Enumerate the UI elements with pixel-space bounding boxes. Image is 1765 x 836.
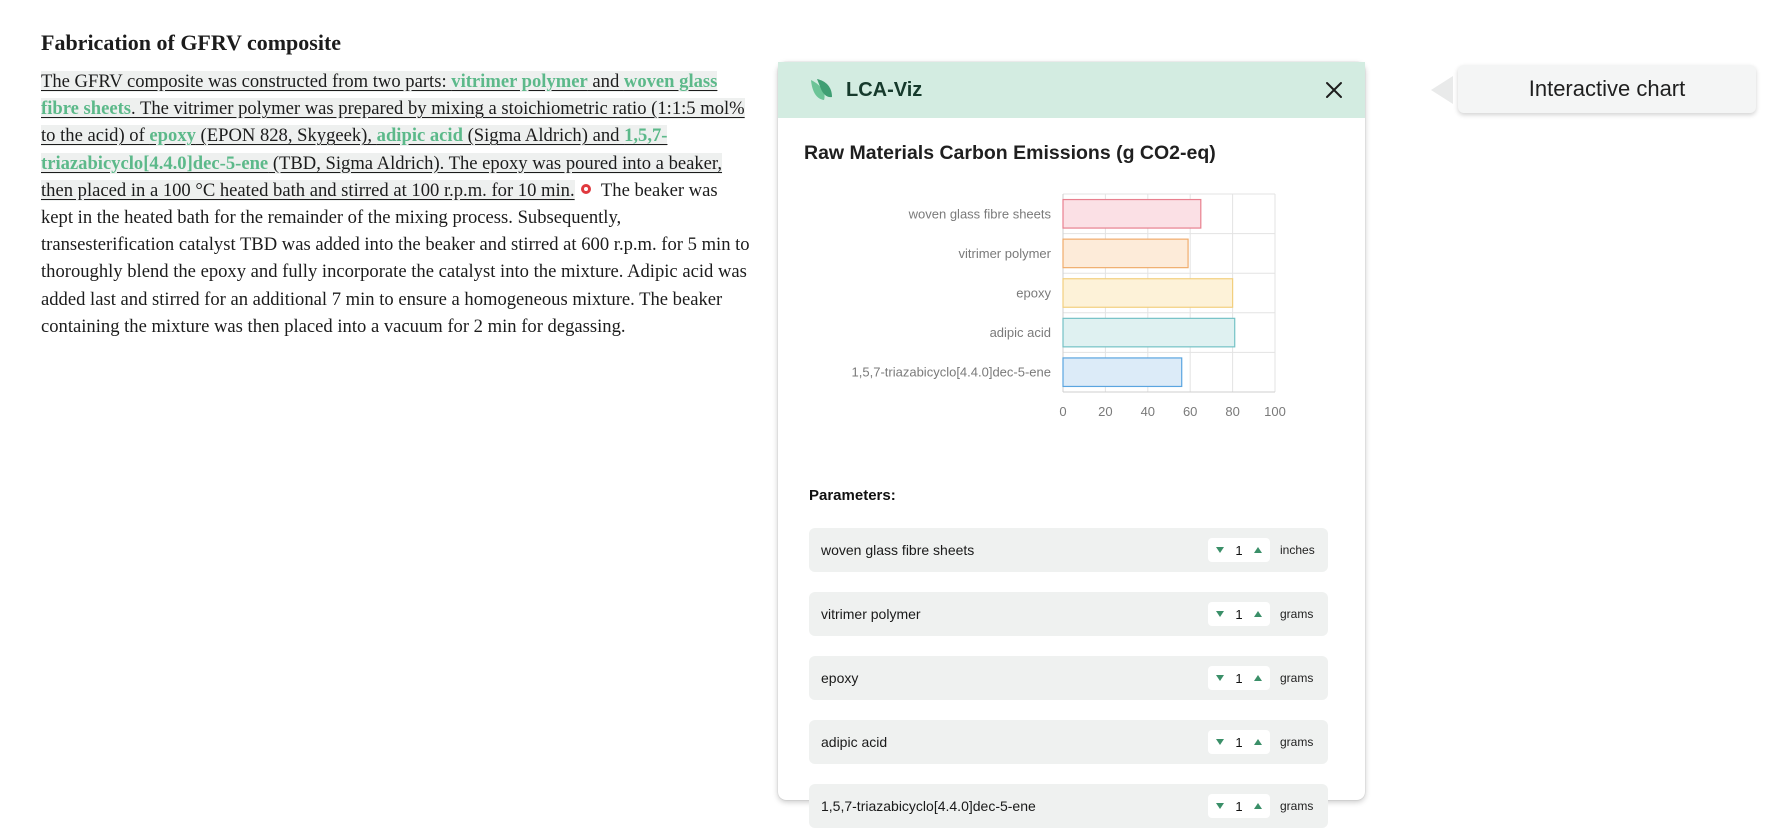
bar[interactable] [1063,200,1201,229]
x-tick-label: 60 [1182,404,1198,419]
triangle-up-icon [1253,738,1263,746]
document-title: Fabrication of GFRV composite [41,30,342,55]
leaf-icon [808,77,834,103]
material-link-adipic-acid[interactable]: adipic acid [376,125,463,147]
decrement-button[interactable] [1212,732,1228,752]
quantity-value[interactable]: 1 [1235,798,1243,814]
triangle-down-icon [1215,802,1225,810]
quantity-value[interactable]: 1 [1235,670,1243,686]
unit-label: grams [1280,671,1314,685]
bar[interactable] [1063,318,1235,347]
bar[interactable] [1063,358,1182,387]
triangle-down-icon [1215,738,1225,746]
material-link-tbd[interactable]: 1,5,7-triazabicyclo[4.4.0]dec-5-ene [41,125,668,174]
triangle-up-icon [1253,610,1263,618]
interactive-chart-callout: Interactive chart [1458,65,1756,113]
parameter-row [809,720,1328,764]
quantity-stepper[interactable] [1208,602,1270,626]
triangle-down-icon [1215,610,1225,618]
text-segment: (Sigma Aldrich) and [462,125,625,147]
category-label: adipic acid [989,325,1051,341]
increment-button[interactable] [1250,796,1266,816]
category-label: epoxy [1016,285,1051,301]
quantity-stepper[interactable] [1208,666,1270,690]
decrement-button[interactable] [1212,604,1228,624]
unit-label: grams [1280,735,1314,749]
x-tick-label: 20 [1098,404,1113,419]
increment-button[interactable] [1250,604,1266,624]
increment-button[interactable] [1250,668,1266,688]
unit-label: grams [1280,607,1314,621]
unit-label: inches [1280,543,1315,557]
error-indicator-icon[interactable] [581,184,591,194]
x-tick-label: 40 [1140,404,1156,419]
text-segment: (TBD, Sigma Aldrich). The epoxy was poured into a beaker, then placed in a 100 °C heated bath and stirred at 100 r.p.m. for 10 min. [41,152,723,201]
text-segment: The beaker was kept in the heated bath for the remainder of the mixing process. Subsequently, transesterification catalyst TBD was added into the beaker and stirred at 600 r.p.m. for 5 min to thoroughly blend the epoxy and fully incorporate the catalyst into the mixture. Adipic acid was added last and stirred for an additional 7 min to ensure a homogeneous mixture. The beaker containing the mixture was then placed into a vacuum for 2 min for degassing. [41,179,750,337]
text-segment: The GFRV composite was constructed from two parts: [41,71,452,92]
x-tick-label: 100 [1264,404,1286,419]
x-tick-label: 80 [1225,404,1240,419]
parameter-name: woven glass fibre sheets [821,542,975,558]
parameter-name: vitrimer polymer [821,606,921,622]
emissions-bar-chart[interactable] [778,182,1365,472]
chart-title: Raw Materials Carbon Emissions (g CO2-eq) [804,142,1216,164]
app-title: LCA-Viz [846,78,923,101]
category-label: 1,5,7-triazabicyclo[4.4.0]dec-5-ene [851,364,1051,380]
document-paragraph [41,68,753,340]
material-link-vitrimer-polymer[interactable]: vitrimer polymer [451,71,588,92]
triangle-up-icon [1253,802,1263,810]
text-segment: and [587,71,624,92]
document [41,30,753,340]
parameter-row [809,528,1328,572]
parameter-name: 1,5,7-triazabicyclo[4.4.0]dec-5-ene [821,798,1036,814]
quantity-value[interactable]: 1 [1235,606,1243,622]
panel-header [778,62,1365,118]
decrement-button[interactable] [1212,668,1228,688]
parameter-name: adipic acid [821,734,888,750]
quantity-value[interactable]: 1 [1235,734,1243,750]
parameter-row [809,656,1328,700]
unit-label: grams [1280,799,1314,813]
triangle-up-icon [1253,546,1263,554]
increment-button[interactable] [1250,732,1266,752]
category-label: vitrimer polymer [958,245,1051,261]
close-icon [1325,81,1343,99]
close-button[interactable] [1321,77,1347,103]
quantity-value[interactable]: 1 [1235,542,1243,558]
parameter-row [809,592,1328,636]
bar[interactable] [1063,279,1233,308]
triangle-down-icon [1215,546,1225,554]
parameters-label: Parameters: [809,487,896,504]
text-segment: (EPON 828, Skygeek), [195,125,377,147]
decrement-button[interactable] [1212,796,1228,816]
triangle-down-icon [1215,674,1225,682]
parameter-name: epoxy [821,670,859,686]
callout-pointer [1431,76,1453,104]
text-segment: . The vitrimer polymer was prepared by mixing a stoichiometric ratio (1:1:5 mol% to the acid) of [41,98,745,147]
category-label: woven glass fibre sheets [908,206,1051,222]
material-link-epoxy[interactable]: epoxy [149,125,196,147]
quantity-stepper[interactable] [1208,794,1270,818]
parameter-row [809,784,1328,828]
material-link-woven-glass-fibre-sheets[interactable]: woven glass fibre sheets [41,71,718,120]
increment-button[interactable] [1250,540,1266,560]
quantity-stepper[interactable] [1208,538,1270,562]
lca-viz-panel [778,62,1365,814]
decrement-button[interactable] [1212,540,1228,560]
triangle-up-icon [1253,674,1263,682]
bar[interactable] [1063,239,1188,268]
quantity-stepper[interactable] [1208,730,1270,754]
x-tick-label: 0 [1059,404,1067,419]
